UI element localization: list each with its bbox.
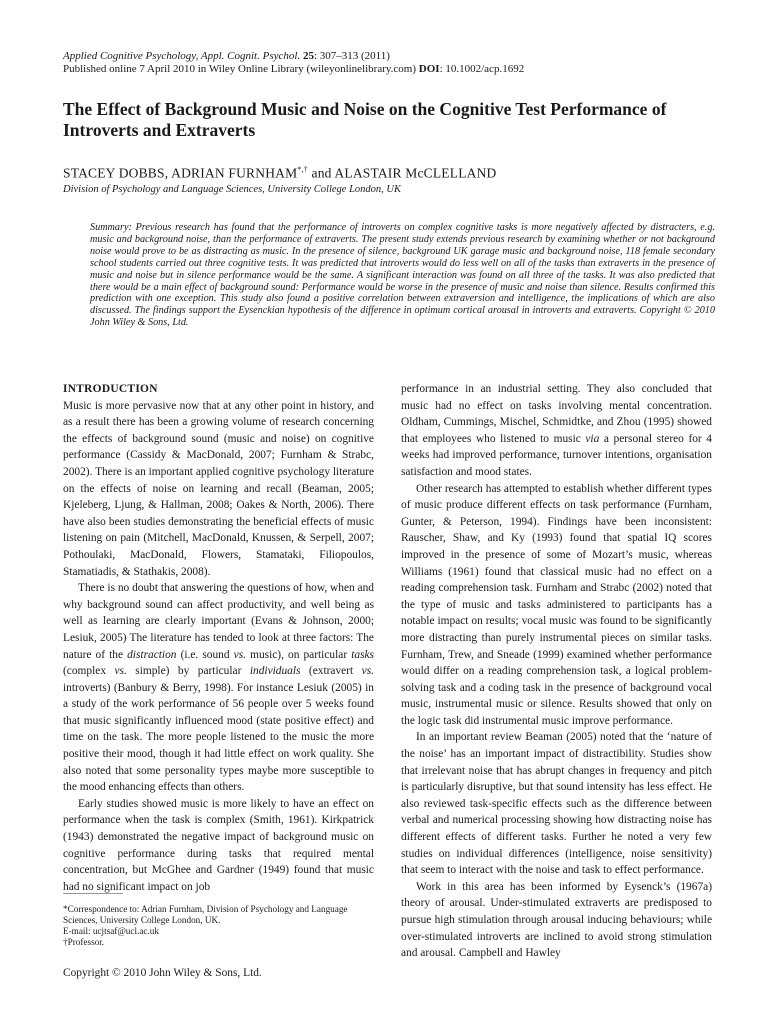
authors-last: and ALASTAIR McCLELLAND — [307, 165, 497, 181]
text-run: (extravert — [300, 665, 362, 678]
published-online: Published online 7 April 2010 in Wiley Online Library (wileyonlinelibrary.com) — [63, 63, 417, 75]
right-column — [401, 381, 712, 962]
text-run: a personal stereo for 4 weeks had improved performance, turnover intentions, organisation satisfaction and mood states. — [401, 432, 712, 478]
italic-run: distraction — [127, 648, 177, 661]
volume-number: 25 — [302, 50, 314, 62]
footnote-email: E-mail: ucjtsaf@ucl.ac.uk — [63, 926, 159, 936]
text-run: There is no doubt that answering the questions of how, when and why background sound can affect productivity, and well being as well as learning are clearly important (Evans & Johnson, 2000; Lesiuk, 2005) The literature has tended to look at three factors: The nature of the — [63, 582, 374, 661]
authors-main: STACEY DOBBS, ADRIAN FURNHAM — [63, 165, 298, 181]
intro-paragraph-2 — [63, 580, 374, 796]
journal-citation — [63, 50, 713, 63]
footnotes — [63, 904, 374, 948]
page-copyright: Copyright © 2010 John Wiley & Sons, Ltd. — [63, 967, 262, 979]
text-run: introverts) (Banbury & Berry, 1998). For instance Lesiuk (2005) in a study of the work performance of 56 people over 5 weeks found that music significantly influenced mood (state positive effect) and time on the task. The more people listened to the music the more positive their mood, though it had little effect on work quality. She also noted that some personality types maybe more susceptible to the mood enhancing effects than others. — [63, 681, 374, 794]
pages-year: : 307–313 (2011) — [313, 50, 390, 62]
right-paragraph-3: In an important review Beaman (2005) noted that the ‘nature of the noise’ has an important impact of distractibility. Studies show that irrelevant noise that has abrupt changes in frequency and pitch is particularly disruptive, but that sound intensity has less effect. He also reviewed task-specific effects such as the difference between verbal and numerical processing showing how distracting noise has different effects of different tasks. Further he noted a very few studies on individual differences (intelligence, noise sensitivity) that seem to interact with the noise and task to effect performance. — [401, 731, 712, 877]
text-run: (i.e. sound — [176, 648, 234, 661]
text-run: simple) by particular — [126, 665, 250, 678]
intro-paragraph-3: Early studies showed music is more likely to have an effect on performance when the task is complex (Smith, 1961). Kirkpatrick (1943) demonstrated the negative impact of background music on cognitive performance during tasks that required mental concentration, but McGhee and Gardner (1949) found that music had no significant impact on job — [63, 797, 374, 893]
right-paragraph-4: Work in this area has been informed by Eysenck’s (1967a) theory of arousal. Under-stimulated extraverts are predisposed to pursue high stimulation through arousal inducing behaviours; while over-stimulated introverts are inclined to avoid strong stimulation and arousal. Campbell and Hawley — [401, 880, 712, 960]
journal-name: Applied Cognitive Psychology, Appl. Cognit. Psychol. — [63, 50, 301, 62]
text-run: music), on particular — [246, 648, 352, 661]
italic-run: vs. — [114, 665, 127, 678]
author-list — [63, 161, 713, 183]
doi-label: DOI — [418, 63, 440, 75]
text-run: performance in an industrial setting. They also concluded that music had no effect on tasks involving mental concentration. Oldham, Cummings, Mischel, Schmidtke, and Zhou (1995) showed that employees who listened to music — [401, 383, 712, 445]
author-footnote-marks: *,† — [297, 165, 308, 174]
italic-run: vs. — [361, 665, 374, 678]
italic-run: via — [585, 432, 600, 445]
doi-value: : 10.1002/acp.1692 — [439, 63, 525, 75]
text-run: (complex — [63, 665, 115, 678]
footnote-correspondence: *Correspondence to: Adrian Furnham, Division of Psychology and Language Sciences, University College London, UK. — [63, 904, 348, 925]
right-paragraph-2: Other research has attempted to establish whether different types of music produce different effects on task performance (Furnham, Gunter, & Peterson, 1994). Findings have been inconsistent: Rauscher, Shaw, and Ky (1993) found that spatial IQ scores improved in the presence of some of Mozart’s music, whereas Williams (1961) found that classical music had no effect on a reading comprehension task. Furnham and Strabc (2002) noted that the type of music and tasks administered to participants has a notable impact on results; vocal music was found to be significantly more distracting than purely instrumental pieces on similar tasks. Furnham, Trew, and Sneade (1999) examined whether performance would differ on a reading comprehension task, a logical problem-solving task and a coding task in the presence of background vocal music, instrumental music or silence. Results showed that only on the logic task did instrumental music improve performance. — [401, 482, 712, 727]
article-title: The Effect of Background Music and Noise on the Cognitive Test Performance of Introverts and Extraverts — [63, 99, 667, 140]
left-column — [63, 381, 374, 895]
author-affiliation: Division of Psychology and Language Sciences, University College London, UK — [63, 184, 401, 195]
section-heading-introduction: INTRODUCTION — [63, 383, 158, 395]
intro-paragraph-1: Music is more pervasive now that at any other point in history, and as a result there has been a growing volume of research concerning the effects of background sound (music and noise) on cognitive performance (Cassidy & MacDonald, 2007; Furnham & Strabc, 2002). There is an important applied cognitive psychology literature on the effects of noise on learning and recall (Beaman, 2005; Kjeleberg, Ljung, & Hallman, 2008; Oakes & North, 2006). There have also been studies demonstrating the beneficial effects of music listening on pain (Mitchell, MacDonald, Knussen, & Serpell, 2007; Pothoulaki, MacDonald, Flowers, Stamataki, Filiopoulos, Stamatiadis, & Stathakis, 2008). — [63, 399, 374, 578]
italic-run: tasks — [351, 648, 374, 661]
italic-run: individuals — [249, 665, 301, 678]
right-paragraph-1 — [401, 381, 712, 481]
footnote-divider — [63, 893, 123, 894]
publication-info — [63, 63, 723, 76]
footnote-professor: †Professor. — [63, 937, 105, 947]
italic-run: vs. — [233, 648, 246, 661]
abstract-summary: Summary: Previous research has found that the performance of introverts on complex cognitive tasks is more negatively affected by distracters, e.g. music and background noise, than the performance of extraverts. The present study extends previous research by examining whether or not background noise would prove to be as distracting as music. In the presence of silence, background UK garage music and background noise, 118 female secondary school students carried out three cognitive tests. It was predicted that introverts would do less well on all of the tasks than extraverts in the presence of music and noise but in silence performance would be the same. A significant interaction was found on all three of the tasks. It was also predicted that there would be a main effect of background sound: Performance would be worse in the presence of music and noise than silence. Results confirmed this prediction with one exception. This study also found a positive correlation between extraversion and intelligence, the implications of which are also discussed. The findings support the Eysenckian hypothesis of the difference in optimum cortical arousal in introverts and extraverts. Copyright © 2010 John Wiley & Sons, Ltd. — [90, 222, 715, 329]
